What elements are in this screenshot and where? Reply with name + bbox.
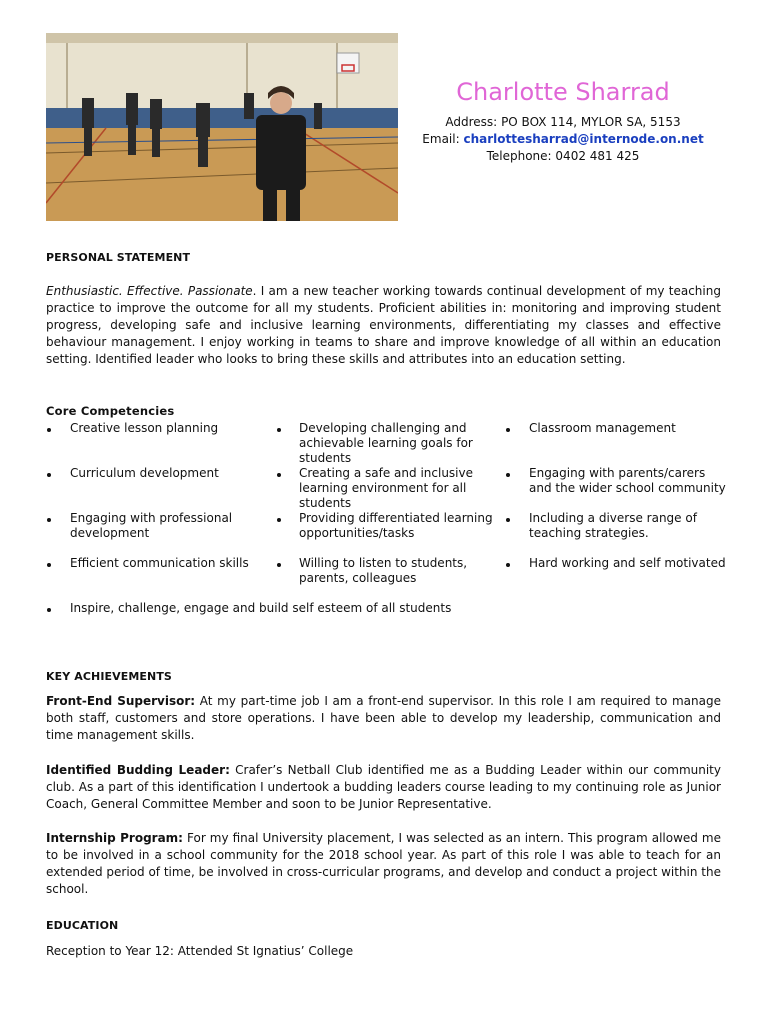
bullet-icon xyxy=(506,428,510,432)
competency-item: Classroom management xyxy=(529,421,676,435)
bullet-icon xyxy=(47,518,51,522)
competency-item: Willing to listen to students, parents, colleagues xyxy=(299,556,468,585)
achievement-title: Front-End Supervisor: xyxy=(46,694,196,708)
competency-item: Efficient communication skills xyxy=(70,556,249,570)
competency-item: Creating a safe and inclusive learning environment for all students xyxy=(299,466,473,510)
bullet-icon xyxy=(47,608,51,612)
profile-photo xyxy=(46,33,398,221)
bullet-icon xyxy=(506,563,510,567)
bullet-icon xyxy=(506,473,510,477)
bullet-icon xyxy=(277,428,281,432)
bullet-icon xyxy=(277,473,281,477)
achievement-item xyxy=(46,762,721,813)
competency-item: Creative lesson planning xyxy=(70,421,219,435)
achievement-text: For my final University placement, I was selected as an intern. This program allowed me to be involved in a school community for the 2018 school year. As part of this role I was able to teach for an extended period of time, be involved in cross-curricular programs, and develop and conduct a project within the school. xyxy=(46,831,721,896)
address-line xyxy=(420,114,706,131)
bullet-icon xyxy=(47,428,51,432)
key-achievements-heading: KEY ACHIEVEMENTS xyxy=(46,670,172,683)
lead-word-1: Enthusiastic. xyxy=(46,284,123,298)
achievement-title: Internship Program: xyxy=(46,831,183,845)
address-value: PO BOX 114, MYLOR SA, 5153 xyxy=(501,115,681,129)
bullet-icon xyxy=(277,518,281,522)
competency-item: Providing differentiated learning opportunities/tasks xyxy=(299,511,493,540)
bullet-icon xyxy=(506,518,510,522)
email-link[interactable]: charlottesharrad@internode.on.net xyxy=(463,132,704,146)
competency-item: Engaging with professional development xyxy=(70,511,233,540)
education-heading: EDUCATION xyxy=(46,919,119,932)
competency-item: Developing challenging and achievable learning goals for students xyxy=(299,421,473,465)
education-line: Reception to Year 12: Attended St Ignatius’ College xyxy=(46,944,354,958)
personal-statement-text xyxy=(46,283,721,368)
achievement-item xyxy=(46,830,721,898)
achievement-title: Identified Budding Leader: xyxy=(46,763,230,777)
telephone-label: Telephone: xyxy=(486,149,552,163)
competency-item: Inspire, challenge, engage and build self esteem of all students xyxy=(70,601,452,615)
achievement-text: At my part-time job I am a front-end supervisor. In this role I am required to manage both staff, customers and store operations. I have been able to develop my leadership, communication and time management skills. xyxy=(46,694,721,742)
core-competencies-heading: Core Competencies xyxy=(46,404,175,418)
lead-word-2: Effective. xyxy=(127,284,184,298)
personal-statement-heading: PERSONAL STATEMENT xyxy=(46,251,191,264)
lead-word-3: Passionate xyxy=(187,284,253,298)
competency-item: Including a diverse range of teaching strategies. xyxy=(529,511,697,540)
competency-item: Curriculum development xyxy=(70,466,219,480)
contact-block xyxy=(420,78,706,165)
email-label: Email: xyxy=(422,132,460,146)
telephone-line xyxy=(420,148,706,165)
email-line xyxy=(420,131,706,148)
address-label: Address: xyxy=(445,115,498,129)
achievement-item xyxy=(46,693,721,744)
bullet-icon xyxy=(47,563,51,567)
candidate-name: Charlotte Sharrad xyxy=(456,78,670,106)
competency-item: Hard working and self motivated xyxy=(529,556,726,570)
personal-statement-body: . I am a new teacher working towards continual development of my teaching practice to improve the outcome for all my students. Proficient abilities in: monitoring and improving student progress, developing safe and inclusive learning environments, differentiating my classes and effective behaviour management. I enjoy working in teams to share and improve knowledge of all within an education setting. Identified leader who looks to bring these skills and attributes into an education setting. xyxy=(46,284,721,366)
competency-item: Engaging with parents/carers and the wider school community xyxy=(529,466,726,495)
bullet-icon xyxy=(277,563,281,567)
bullet-icon xyxy=(47,473,51,477)
telephone-value: 0402 481 425 xyxy=(555,149,640,163)
achievement-text: Crafer’s Netball Club identified me as a Budding Leader within our community club. As a part of this identification I undertook a budding leaders course leading to my continuing role as Junior Coach, General Committee Member and soon to be Junior Representative. xyxy=(46,763,721,811)
